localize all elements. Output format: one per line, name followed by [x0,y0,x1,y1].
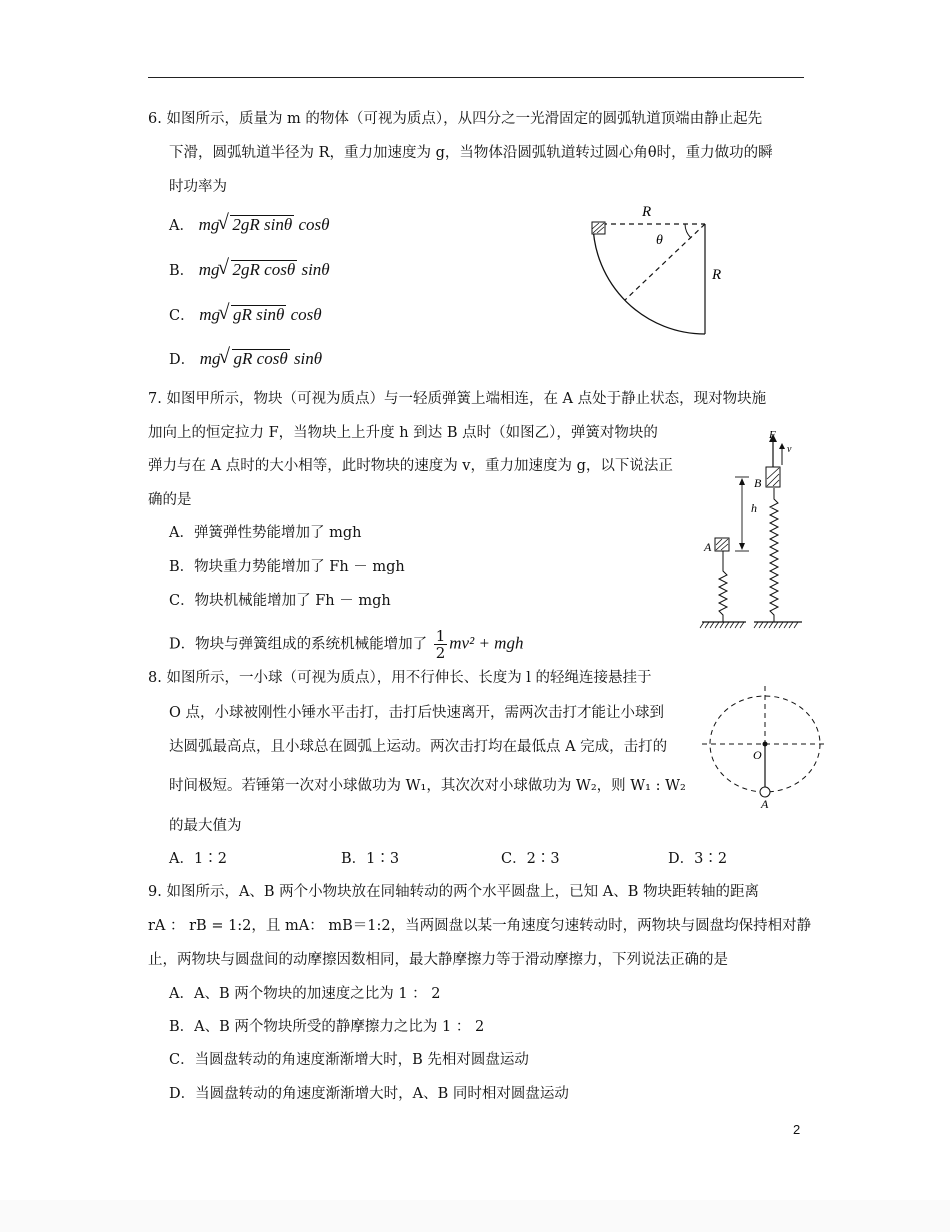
q9-option-d: D．当圆盘转动的角速度渐渐增大时，A、B 同时相对圆盘运动 [169,1086,569,1102]
label-h: h [751,501,757,515]
page-bottom-edge [0,1200,950,1232]
option-label: D． [169,352,196,368]
ball [760,787,770,797]
option-text: D．物块与弹簧组成的系统机械能增加了 [169,636,428,653]
q6-option-b [169,260,330,281]
pivot-point [763,742,768,747]
radicand: gR cosθ [233,349,288,368]
q7-line-1: 7. 如图甲所示，物块（可视为质点）与一轻质弹簧上端相连，在 A 点处于静止状态，现对物块施 [148,391,767,407]
label-f: F [769,429,776,441]
denominator: 2 [435,644,446,662]
math-suffix: cosθ [286,305,322,324]
radicand: 2gR cosθ [232,260,296,279]
fraction [434,628,448,661]
label-theta: θ [656,233,663,248]
q7-line-2: 加向上的恒定拉力 F，当物块上上升度 h 到达 B 点时（如图乙），弹簧对物块的 [148,425,658,441]
q8-line-3: 达圆弧最高点，且小球总在圆弧上运动。两次击打均在最低点 A 完成，击打的 [169,739,668,755]
label-r-top: R [642,204,652,220]
label-a: A [761,797,769,811]
sqrt-expression [223,349,290,369]
q7-option-c: C．物块机械能增加了 Fh － mgh [169,593,391,609]
math-expression: mv² + mgh [449,633,524,653]
label-o: O [753,748,762,762]
math-prefix: mg [199,305,220,324]
q8-option-a: A．1∶2 [169,851,227,867]
math-suffix: sinθ [289,349,323,368]
math-prefix: mg [199,349,221,368]
q7-option-d [169,628,523,661]
q8-line-5: 的最大值为 [169,818,242,834]
sqrt-expression [222,305,286,325]
radicand: 2gR sinθ [232,215,293,234]
label-r-side: R [712,267,722,283]
q8-option-b: B．1∶3 [341,851,400,867]
q6-line-2: 下滑，圆弧轨道半径为 R，重力加速度为 g，当物体沿圆弧轨道转过圆心角θ时，重力做功的瞬 [169,145,773,161]
label-v: v [787,444,792,455]
q9-option-c: C．当圆盘转动的角速度渐渐增大时，B 先相对圆盘运动 [169,1052,529,1068]
q8-circle-figure [700,684,830,812]
math-prefix: mg [198,215,220,234]
block-b-icon [766,467,780,487]
spring-a [719,551,727,622]
option-label: A． [169,218,194,234]
q8-line-4: 时间极短。若锤第一次对小球做功为 W₁，其次次对小球做功为 W₂，则 W₁ : W₂ [169,778,686,794]
option-label: C． [169,308,195,324]
q9-option-a: A．A、B 两个物块的加速度之比为 1 ： 2 [169,986,441,1002]
q9-line-3: 止，两物块与圆盘间的动摩擦因数相同，最大静摩擦力等于滑动摩擦力，下列说法正确的是 [148,952,728,968]
numerator: 1 [435,627,446,645]
page-number: 2 [793,1122,801,1137]
math-suffix: sinθ [297,260,330,279]
label-a: A [704,540,712,554]
q7-option-b: B．物块重力势能增加了 Fh － mgh [169,559,405,575]
q8-option-d: D．3∶2 [668,851,728,867]
label-b: B [754,476,762,490]
quarter-arc [593,224,705,334]
q8-line-1: 8. 如图所示，一小球（可视为质点），用不行伸长、长度为 l 的轻绳连接悬挂于 [148,670,652,686]
q9-line-2: rA ： rB = 1:2，且 mA： mB＝1:2，当两圆盘以某一角速度匀速转动时，两物块与圆盘均保持相对静 [148,918,812,934]
q9-option-b: B．A、B 两个物块所受的静摩擦力之比为 1 ： 2 [169,1019,485,1035]
spring-b [770,488,778,622]
q7-option-a: A．弹簧弹性势能增加了 mgh [169,525,362,541]
q9-line-1: 9. 如图所示，A、B 两个小物块放在同轴转动的两个水平圆盘上，已知 A、B 物块距转轴的距离 [148,884,760,900]
q8-line-2: O 点，小球被刚性小锤水平击打，击打后快速离开，需两次击打才能让小球到 [169,705,664,721]
q7-spring-figure [698,425,813,630]
q7-line-4: 确的是 [148,492,192,508]
math-suffix: cosθ [294,215,330,234]
sqrt-expression [222,260,298,280]
q6-line-3: 时功率为 [169,179,227,195]
math-prefix: mg [198,260,220,279]
q6-option-c [169,305,322,326]
sqrt-expression [221,215,294,235]
radius-dashed-angle [625,224,705,300]
angle-arc [685,224,691,238]
option-label: B． [169,263,195,279]
q6-arc-track-figure [585,200,735,340]
header-rule [148,77,804,78]
q6-line-1: 6. 如图所示，质量为 m 的物体（可视为质点），从四分之一光滑固定的圆弧轨道顶端由静止起先 [148,111,763,127]
radicand: gR sinθ [233,305,285,324]
q6-option-d [169,349,322,370]
q8-option-c: C．2∶3 [501,851,560,867]
q6-option-a [169,215,329,236]
q7-line-3: 弹力与在 A 点时的大小相等，此时物块的速度为 v，重力加速度为 g，以下说法正 [148,458,673,474]
